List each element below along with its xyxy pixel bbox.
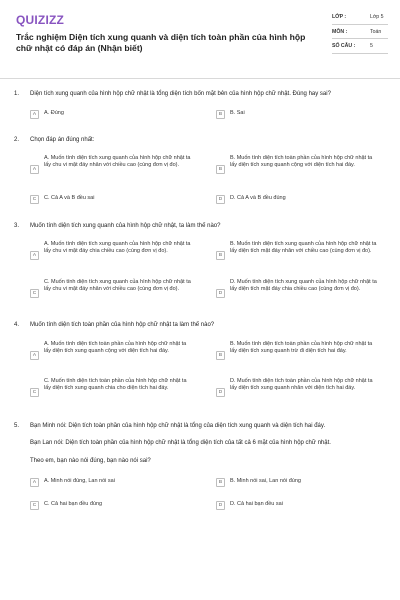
option-2d[interactable] [216, 195, 386, 205]
option-letter: A [30, 351, 39, 360]
question-3 [14, 222, 386, 230]
meta-panel [332, 14, 388, 58]
header-divider [0, 78, 400, 79]
option-letter: A [30, 165, 39, 174]
question-prompt: Chọn đáp án đúng nhất: [30, 137, 95, 143]
option-3d[interactable] [216, 279, 386, 309]
option-text: A. Muốn tính diện tích toàn phần của hình hộp chữ nhật ta lấy diện tích xung quanh cộng với diện tích hai đáy. [44, 341, 187, 355]
option-letter: D [216, 195, 225, 204]
option-letter: C [30, 388, 39, 397]
question-5-statement-lan: Bạn Lan nói: Diện tích toàn phần của hình hộp chữ nhật là tổng diện tích của tất cả 6 mặt của hình hộp chữ nhật. [30, 440, 331, 446]
option-4b[interactable] [216, 341, 386, 371]
option-text: B. Sai [230, 110, 245, 116]
option-letter: B [216, 110, 225, 119]
meta-key: LỚP : [332, 14, 347, 20]
option-3b[interactable] [216, 241, 386, 271]
meta-row-count [332, 43, 388, 54]
option-text: B. Muốn tính diện tích xung quanh của hình hộp chữ nhật ta lấy diện tích mặt đáy nhân với chiều cao (cùng đơn vị đo). [230, 241, 377, 255]
option-letter: B [216, 251, 225, 260]
question-prompt: Muốn tính diện tích xung quanh của hình hộp chữ nhật, ta làm thế nào? [30, 223, 221, 229]
question-5-ask: Theo em, bạn nào nói đúng, bạn nào nói sai? [30, 458, 151, 464]
question-prompt: Muốn tính diện tích toàn phần của hình hộp chữ nhật ta làm thế nào? [30, 322, 215, 328]
option-4c[interactable] [30, 378, 200, 408]
option-letter: A [30, 251, 39, 260]
worksheet-title: Trắc nghiệm Diện tích xung quanh và diện tích toàn phần của hình hộp chữ nhật có đáp án (Nhận biết) [16, 32, 306, 53]
question-4 [14, 321, 386, 329]
option-2a[interactable] [30, 155, 200, 185]
option-text: C. Cả A và B đều sai [44, 195, 95, 201]
option-text: D. Cả A và B đều đúng [230, 195, 286, 201]
meta-key: SỐ CÂU : [332, 43, 356, 49]
question-prompt: Bạn Minh nói: Diện tích toàn phần của hình hộp chữ nhật là tổng của diện tích xung quanh và diện tích hai đáy. [30, 423, 326, 429]
option-text: A. Minh nói đúng, Lan nói sai [44, 478, 115, 484]
meta-row-subject [332, 29, 388, 40]
option-text: D. Muốn tính diện tích xung quanh của hình hộp chữ nhật ta lấy diện tích mặt đáy chia chiều cao (cùng đơn vị đo). [230, 279, 377, 293]
option-2b[interactable] [216, 155, 386, 185]
option-text: A. Đúng [44, 110, 64, 116]
option-text: C. Muốn tính diện tích toàn phần của hình hộp chữ nhật ta lấy diện tích xung quanh chia cho diện tích hai đáy. [44, 378, 187, 392]
option-3c[interactable] [30, 279, 200, 309]
option-letter: D [216, 501, 225, 510]
quizizz-logo: QUIZIZZ [16, 13, 65, 27]
meta-key: MÔN : [332, 28, 348, 35]
option-1b[interactable] [216, 110, 386, 120]
option-text: C. Cả hai bạn đều đúng [44, 501, 103, 507]
option-text: C. Muốn tính diện tích xung quanh của hình hộp chữ nhật ta lấy chu vi mặt đáy nhân với chiều cao (cùng đơn vị đo). [44, 279, 191, 293]
option-letter: A [30, 110, 39, 119]
question-2 [14, 136, 386, 144]
option-text: B. Muốn tính diện tích toàn phần của hình hộp chữ nhật ta lấy diện tích xung quanh cộng với diện tích hai đáy. [230, 155, 373, 169]
option-5a[interactable] [30, 478, 200, 488]
option-letter: C [30, 289, 39, 298]
question-prompt: Diện tích xung quanh của hình hộp chữ nhật là tổng diện tích bốn mặt bên của hình hộp chữ nhật. Đúng hay sai? [30, 91, 331, 97]
question-number: 4. [14, 322, 20, 328]
option-5c[interactable] [30, 501, 200, 511]
option-text: B. Minh nói sai, Lan nói đúng [230, 478, 301, 484]
option-letter: D [216, 388, 225, 397]
meta-value: 5 [370, 43, 373, 49]
option-1a[interactable] [30, 110, 200, 120]
option-letter: B [216, 478, 225, 487]
question-number: 2. [14, 137, 20, 143]
option-letter: C [30, 501, 39, 510]
option-4a[interactable] [30, 341, 200, 371]
option-text: A. Muốn tính diện tích xung quanh của hình hộp chữ nhật ta lấy chu vi mặt đáy chia chiều cao (cùng đơn vị đo). [44, 241, 191, 255]
option-4d[interactable] [216, 378, 386, 408]
question-number: 3. [14, 223, 20, 229]
option-5d[interactable] [216, 501, 386, 511]
meta-row-class [332, 14, 388, 25]
option-text: B. Muốn tính diện tích toàn phần của hình hộp chữ nhật ta lấy diện tích xung quanh trừ đi diện tích hai đáy. [230, 341, 373, 355]
option-letter: A [30, 478, 39, 487]
option-letter: B [216, 351, 225, 360]
option-text: D. Cả hai bạn đều sai [230, 501, 283, 507]
meta-value: Toán [370, 28, 382, 35]
question-number: 1. [14, 91, 20, 97]
question-5 [14, 422, 386, 430]
option-letter: D [216, 289, 225, 298]
option-2c[interactable] [30, 195, 200, 205]
question-1 [14, 90, 386, 98]
option-3a[interactable] [30, 241, 200, 271]
option-letter: C [30, 195, 39, 204]
question-number: 5. [14, 423, 20, 429]
option-text: A. Muốn tính diện tích xung quanh của hình hộp chữ nhật ta lấy chu vi mặt đáy nhân với chiều cao (cùng đơn vị đo). [44, 155, 191, 169]
option-5b[interactable] [216, 478, 386, 488]
meta-value: Lớp 5 [370, 14, 384, 20]
option-text: D. Muốn tính diện tích toàn phần của hình hộp chữ nhật ta lấy diện tích xung quanh nhân với diện tích hai đáy. [230, 378, 373, 392]
option-letter: B [216, 165, 225, 174]
